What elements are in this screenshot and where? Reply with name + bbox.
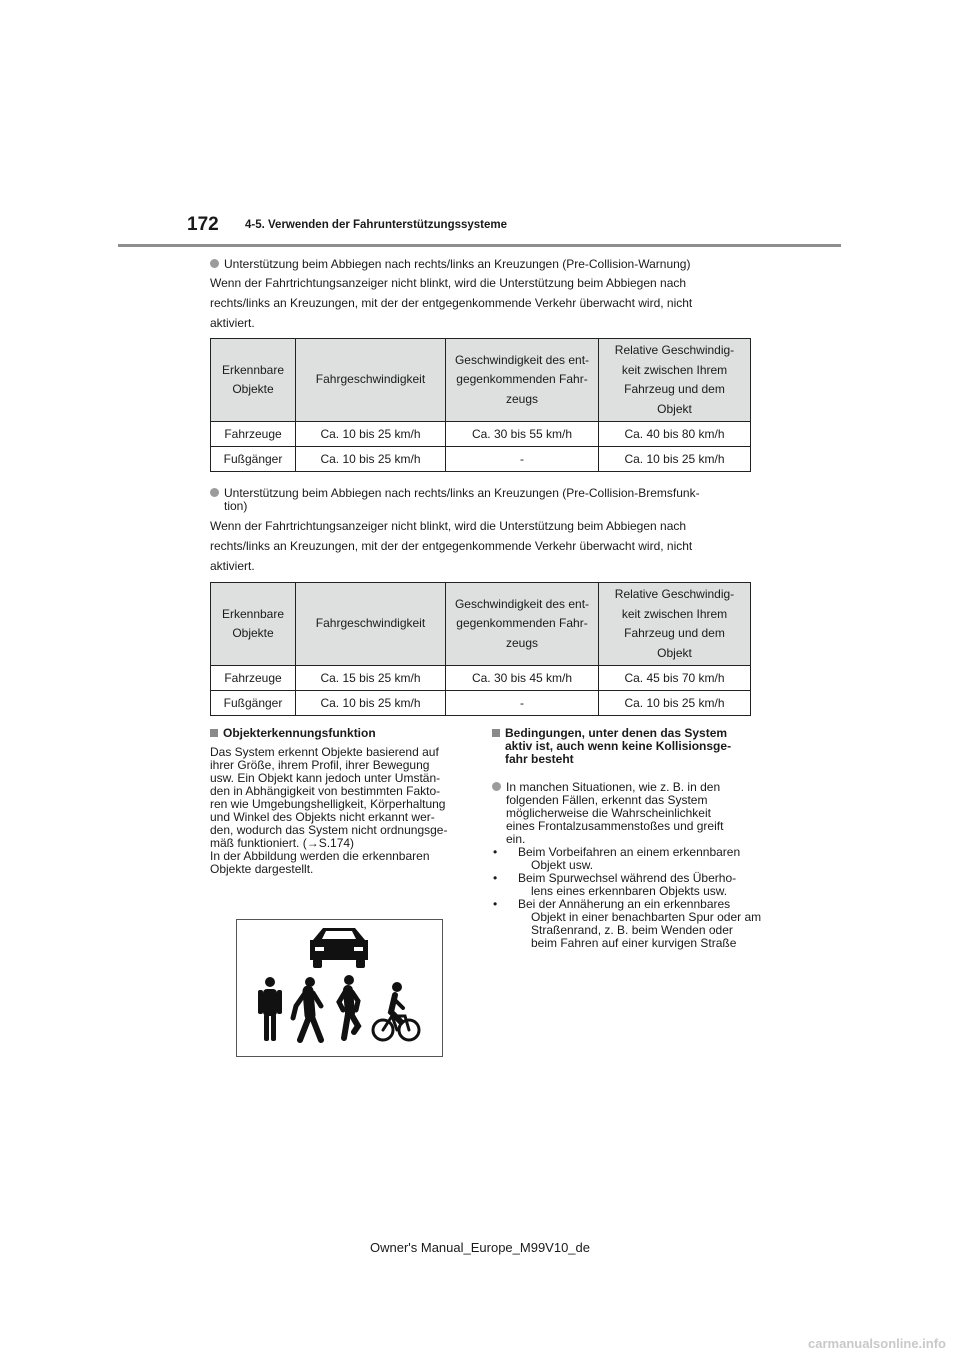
left-text-line: ihrer Größe, ihrem Profil, ihrer Bewegung: [210, 758, 430, 772]
table-cell: Ca. 10 bis 25 km/h: [296, 691, 446, 716]
table-header-row: [211, 583, 751, 666]
right-bullet-paragraph: [492, 781, 757, 846]
table-row: [211, 691, 751, 716]
footer-text: Owner's Manual_Europe_M99V10_de: [369, 1240, 590, 1255]
table-cell: Ca. 30 bis 55 km/h: [446, 422, 599, 447]
left-column-text: [210, 746, 465, 876]
table-header-cell: Relative Geschwindig- keit zwischen Ihrem Fahrzeug und dem Objekt: [599, 339, 751, 422]
table-header-row: [211, 339, 751, 422]
table-header-cell: Relative Geschwindig- keit zwischen Ihrem Fahrzeug und dem Objekt: [599, 583, 751, 666]
braking-bullet-title: [210, 487, 750, 513]
right-list: [492, 845, 762, 950]
right-bullet-line: möglicherweise die Wahrscheinlichkeit: [506, 806, 711, 820]
table-cell: -: [446, 691, 599, 716]
right-column: [492, 726, 762, 950]
braking-body-line: rechts/links an Kreuzungen, mit der der entgegenkommende Verkehr überwacht wird, nicht: [210, 539, 693, 553]
warning-body: [210, 273, 750, 333]
left-column: [210, 727, 465, 876]
car-icon: [310, 928, 368, 968]
right-column-heading: [492, 727, 757, 766]
left-text-line: und Winkel des Objekts nicht erkannt wer-: [210, 810, 435, 824]
bullet-dot-icon: [210, 259, 219, 268]
warning-bullet-title: [210, 258, 750, 271]
table-cell: Ca. 10 bis 25 km/h: [296, 422, 446, 447]
watermark: carmanualsonline.info: [808, 1336, 946, 1351]
warning-body-line: aktiviert.: [210, 316, 255, 330]
table-cell: Ca. 15 bis 25 km/h: [296, 666, 446, 691]
square-bullet-icon: [492, 729, 500, 737]
left-text-line: Objekte dargestellt.: [210, 862, 314, 876]
table-cell: Fahrzeuge: [211, 666, 296, 691]
left-text-line: ren wie Umgebungshelligkeit, Körperhaltung: [210, 797, 446, 811]
table-header-cell: Fahrgeschwindigkeit: [296, 583, 446, 666]
right-heading-line: Bedingungen, unter denen das System: [505, 726, 728, 740]
page-number: 172: [187, 214, 219, 235]
list-item: • Beim Spurwechsel während des Überho- lens eines erkennbaren Objekts usw.: [493, 871, 737, 898]
table-cell: -: [446, 447, 599, 472]
left-text-line: In der Abbildung werden die erkennbaren: [210, 849, 430, 863]
table-header-cell: Erkennbare Objekte: [211, 339, 296, 422]
running-pedestrian-icon: [339, 975, 358, 1038]
walking-pedestrian-icon: [293, 977, 321, 1040]
left-text-line: mäß funktioniert. (→S.174): [210, 836, 355, 850]
table-header-cell: Geschwindigkeit des ent- gegenkommenden Fahr- zeugs: [446, 583, 599, 666]
standing-pedestrian-icon: [258, 977, 282, 1041]
cyclist-icon: [373, 982, 419, 1040]
recognizable-objects-figure: [236, 919, 443, 1057]
right-bullet-line: eines Frontalzusammenstoßes und greift: [506, 819, 724, 833]
braking-title-line: Unterstützung beim Abbiegen nach rechts/links an Kreuzungen (Pre-Collision-Bremsfunk-: [224, 486, 700, 500]
bullet-dot-icon: [492, 782, 501, 791]
table-header-cell: Geschwindigkeit des ent- gegenkommenden Fahr- zeugs: [446, 339, 599, 422]
bullet-dot-icon: [210, 488, 219, 497]
braking-body-line: Wenn der Fahrtrichtungsanzeiger nicht blinkt, wird die Unterstützung beim Abbiegen nach: [210, 519, 687, 533]
right-bullet-line: folgenden Fällen, erkennt das System: [506, 793, 708, 807]
table-cell: Ca. 40 bis 80 km/h: [599, 422, 751, 447]
braking-body: [210, 516, 750, 576]
header-rule: [118, 244, 841, 247]
table-header-cell: Erkennbare Objekte: [211, 583, 296, 666]
left-text-line: den, wodurch das System nicht ordnungsge-: [210, 823, 448, 837]
list-item: • Bei der Annäherung an ein erkennbares Objekt in einer benachbarten Spur oder am Straßenrand, z. B. beim Wenden oder beim Fahren auf einer kurvigen Straße: [493, 897, 762, 950]
table-cell: Ca. 10 bis 25 km/h: [599, 691, 751, 716]
table-cell: Ca. 10 bis 25 km/h: [599, 447, 751, 472]
right-bullet-line: ein.: [506, 832, 526, 846]
square-bullet-icon: [210, 729, 218, 737]
table-row: [211, 422, 751, 447]
left-column-heading: [210, 727, 465, 740]
braking-title-line: tion): [224, 499, 248, 513]
left-text-line: Das System erkennt Objekte basierend auf: [210, 745, 439, 759]
right-bullet-line: In manchen Situationen, wie z. B. in den: [506, 780, 721, 794]
warning-speed-table: [210, 338, 751, 472]
table-cell: Fußgänger: [211, 447, 296, 472]
table-cell: Ca. 45 bis 70 km/h: [599, 666, 751, 691]
table-cell: Ca. 10 bis 25 km/h: [296, 447, 446, 472]
table-cell: Fußgänger: [211, 691, 296, 716]
table-cell: Ca. 30 bis 45 km/h: [446, 666, 599, 691]
list-item: • Beim Vorbeifahren an einem erkennbaren Objekt usw.: [493, 845, 741, 872]
right-heading-line: aktiv ist, auch wenn keine Kollisionsge-: [505, 739, 732, 753]
right-heading-line: fahr besteht: [505, 752, 574, 766]
section-title: 4-5. Verwenden der Fahrunterstützungssysteme: [245, 219, 508, 231]
left-text-line: usw. Ein Objekt kann jedoch unter Umstän-: [210, 771, 441, 785]
table-row: [211, 447, 751, 472]
braking-body-line: aktiviert.: [210, 559, 255, 573]
table-cell: Fahrzeuge: [211, 422, 296, 447]
table-row: [211, 666, 751, 691]
warning-body-line: rechts/links an Kreuzungen, mit der der entgegenkommende Verkehr überwacht wird, nicht: [210, 296, 693, 310]
table-header-cell: Fahrgeschwindigkeit: [296, 339, 446, 422]
braking-speed-table: [210, 582, 751, 716]
left-heading-text: Objekterkennungsfunktion: [223, 726, 376, 740]
left-text-line: den in Abhängigkeit von bestimmten Fakto-: [210, 784, 441, 798]
warning-body-line: Wenn der Fahrtrichtungsanzeiger nicht blinkt, wird die Unterstützung beim Abbiegen nach: [210, 276, 687, 290]
warning-title-text: Unterstützung beim Abbiegen nach rechts/links an Kreuzungen (Pre-Collision-Warnung): [224, 257, 691, 271]
